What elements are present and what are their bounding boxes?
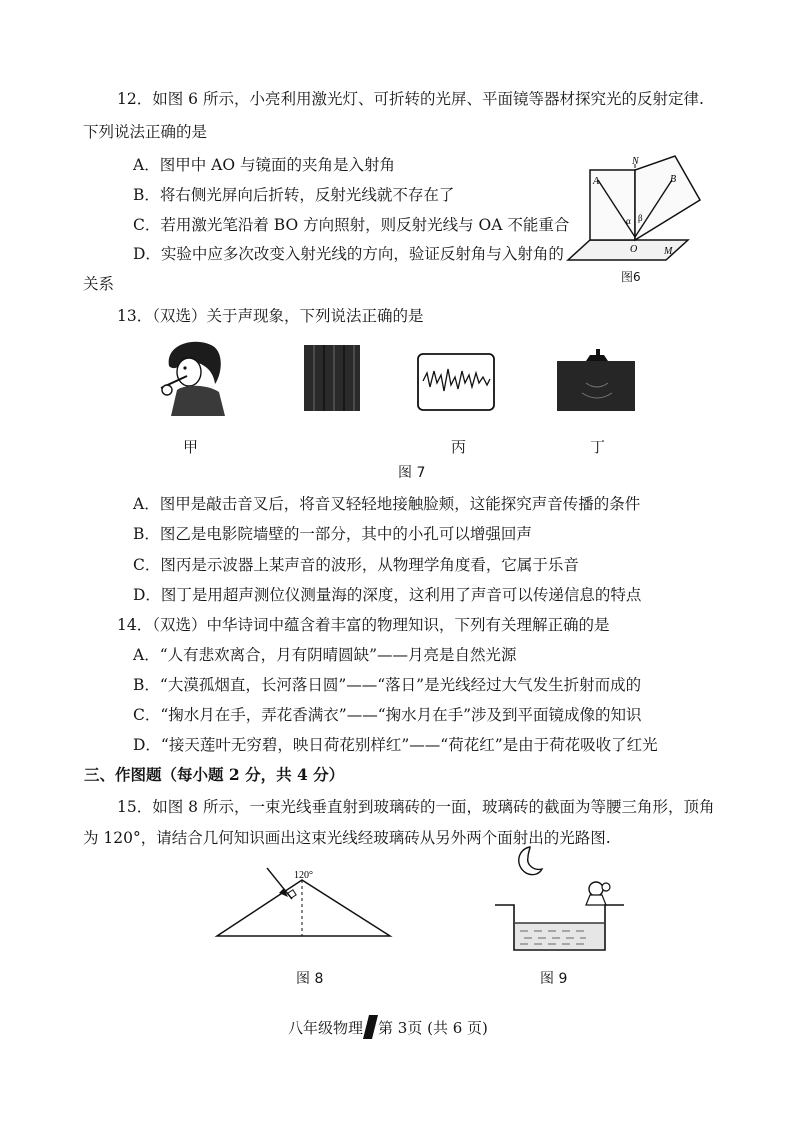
figure-6-caption: 图6: [621, 270, 641, 284]
figure-8-caption: 图 8: [296, 971, 324, 987]
q12-option-c: C．若用激光笔沿着 BO 方向照射，则反射光线与 OA 不能重合: [133, 216, 570, 234]
fig7-sub-bing: 丙: [451, 438, 467, 456]
q14-stem: 14．（双选）中华诗词中蕴含着丰富的物理知识，下列有关理解正确的是: [117, 616, 610, 634]
label-n: N: [632, 156, 639, 167]
q12-stem-line2: 下列说法正确的是: [83, 123, 208, 141]
figure-7-jia-tuning-fork: [155, 336, 235, 416]
label-beta: β: [638, 213, 643, 223]
q12-option-b: B．将右侧光屏向后折转，反射光线就不存在了: [133, 186, 455, 204]
person-hat: [602, 883, 610, 891]
body: [171, 386, 225, 416]
label-alpha: α: [626, 216, 631, 226]
q14-option-c: C．“掬水月在手，弄花香满衣”——“掬水月在手”涉及到平面镜成像的知识: [133, 706, 642, 724]
apex-angle-label: 120°: [294, 870, 313, 881]
ship: [586, 349, 608, 361]
label-a: A: [593, 176, 600, 187]
right-screen: [635, 156, 700, 240]
page-footer: [288, 1015, 488, 1039]
q14-option-b: B．“大漠孤烟直，长河落日圆”——“落日”是光线经过大气发生折射而成的: [133, 676, 642, 694]
q12-option-d: D．实验中应多次改变入射光线的方向，验证反射角与入射角的: [133, 245, 564, 263]
q13-option-d: D．图丁是用超声测位仪测量海的深度，这利用了声音可以传递信息的特点: [133, 586, 642, 604]
prism-cross-section: [217, 880, 390, 936]
hand: [162, 385, 172, 395]
scan-mark: [363, 1015, 378, 1039]
person-body: [586, 895, 606, 905]
figure-7-yi-cinema-wall: [302, 343, 362, 413]
q15-stem-line1: 15．如图 8 所示，一束光线垂直射到玻璃砖的一面，玻璃砖的截面为等腰三角形，顶角: [117, 798, 715, 816]
wall-panel: [304, 345, 360, 411]
figure-8-glass-prism: [212, 862, 397, 942]
q12-option-a: A．图甲中 AO 与镜面的夹角是入射角: [133, 156, 395, 174]
fig7-sub-jia: 甲: [183, 438, 199, 456]
q13-option-c: C．图丙是示波器上某声音的波形，从物理学角度看，它属于乐音: [133, 556, 579, 574]
moon-icon: [519, 847, 542, 875]
q15-stem-line2: 为 120°，请结合几何知识画出这束光线经玻璃砖从另外两个面射出的光路图.: [83, 829, 611, 847]
q13-option-b: B．图乙是电影院墙壁的一部分，其中的小孔可以增强回声: [133, 525, 532, 543]
label-o: O: [630, 244, 638, 255]
q13-option-a: A．图甲是敲击音叉后，将音叉轻轻地接触脸颊，这能探究声音传播的条件: [133, 495, 641, 513]
face: [177, 358, 201, 386]
figure-7-bing-oscilloscope: [417, 353, 495, 411]
label-m: M: [664, 246, 673, 257]
footer-subject: 八年级物理: [288, 1019, 364, 1037]
figure-7-ding-sonar-ship: [556, 343, 636, 413]
q12-option-d-continued: 关系: [83, 275, 115, 293]
figure-9-caption: 图 9: [540, 971, 568, 987]
figure-7-caption: 图 7: [398, 465, 426, 481]
q12-stem-line1: 12．如图 6 所示，小亮利用激光灯、可折转的光屏、平面镜等器材探究光的反射定律.: [117, 90, 704, 108]
fig7-sub-ding: 丁: [590, 438, 606, 456]
section-3-title: 三、作图题（每小题 2 分，共 4 分）: [84, 765, 345, 784]
q14-option-d: D．“接天莲叶无穷碧，映日荷花别样红”——“荷花红”是由于荷花吸收了红光: [133, 736, 658, 754]
q14-option-a: A．“人有悲欢离合，月有阴晴圆缺”——月亮是自然光源: [133, 646, 517, 664]
eye: [183, 366, 186, 369]
footer-page-number: 第 3页 (共 6 页): [378, 1019, 488, 1037]
pool-water: [515, 923, 604, 949]
person-head: [589, 882, 603, 896]
q13-stem: 13．（双选）关于声现象，下列说法正确的是: [117, 307, 424, 325]
label-b: B: [670, 174, 677, 185]
figure-9-moon-pool: [490, 843, 630, 958]
sea: [557, 361, 635, 411]
